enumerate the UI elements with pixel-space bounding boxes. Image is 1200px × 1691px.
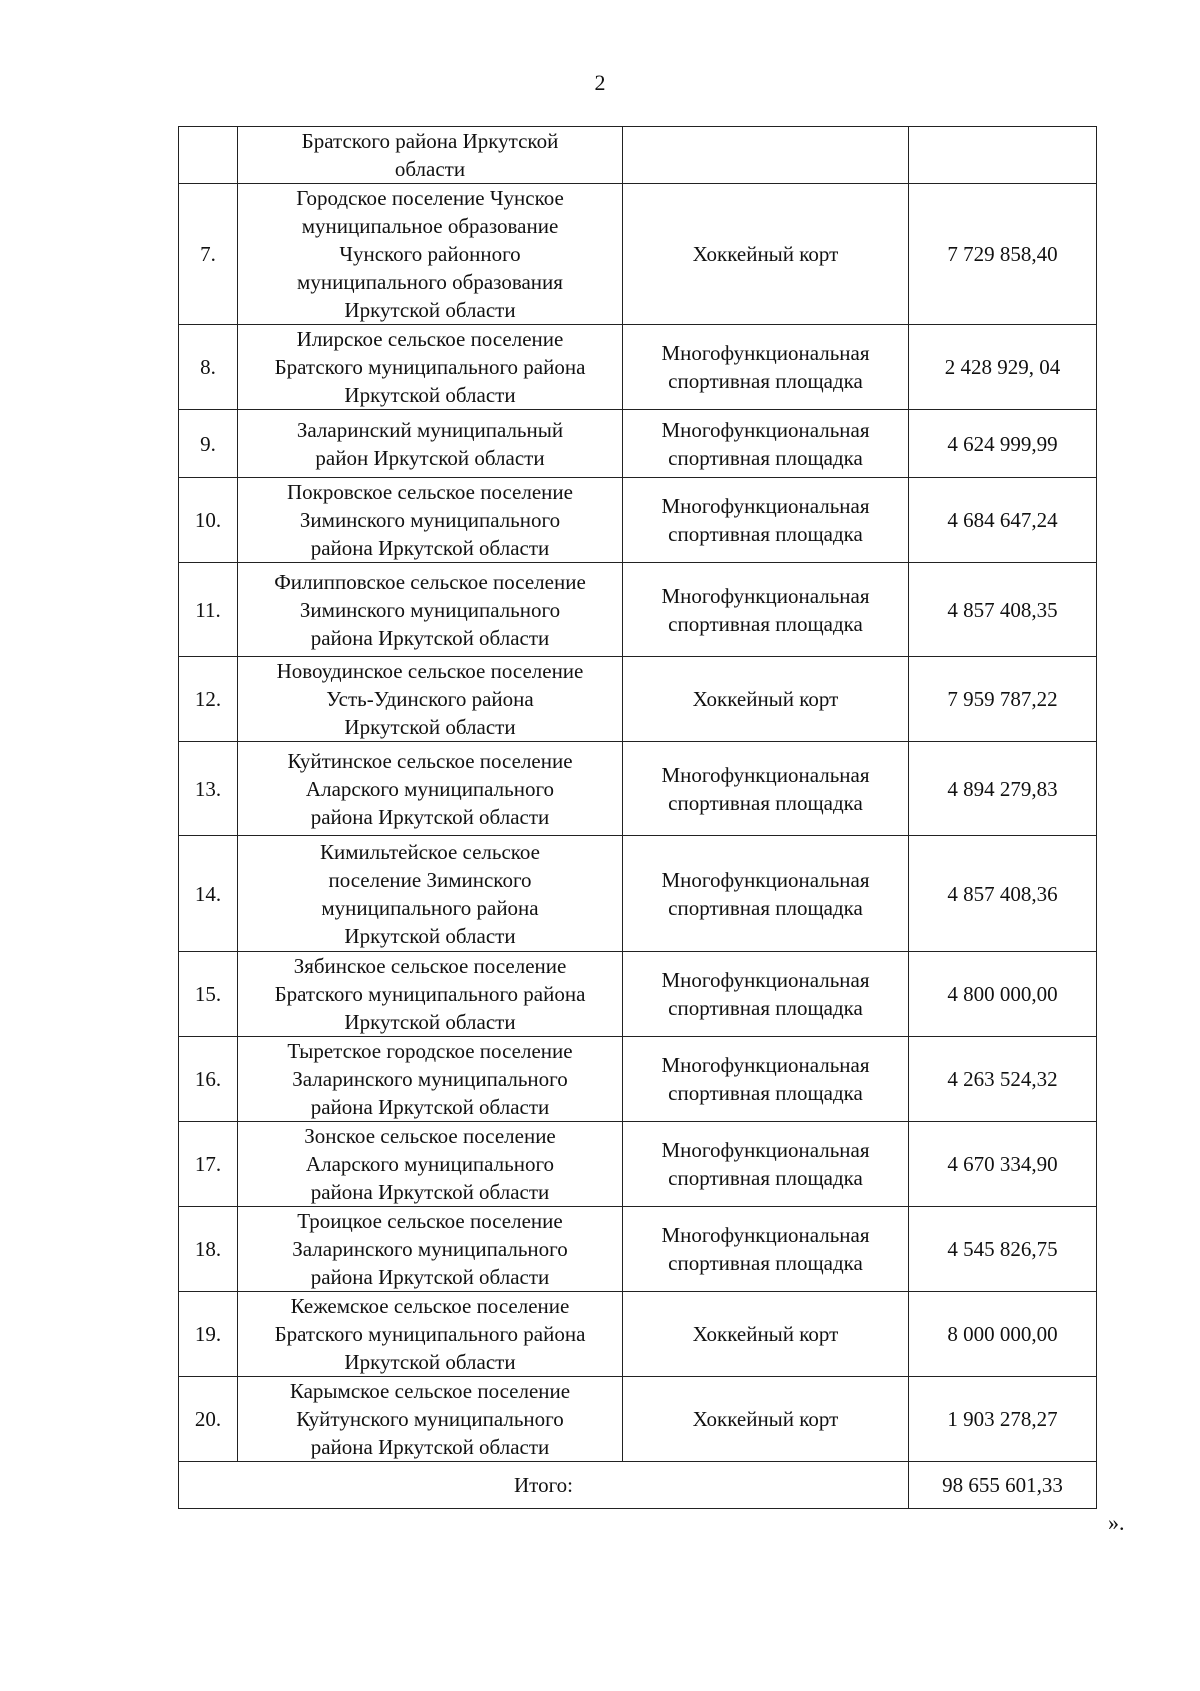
facility-type: [623, 952, 909, 1037]
municipality-name-line: муниципального района: [321, 895, 539, 920]
municipality-name-line: Филипповское сельское поселение: [274, 569, 586, 594]
table-row: [179, 657, 1097, 742]
row-number: 12.: [179, 657, 238, 742]
table-row: [179, 325, 1097, 410]
municipality-name-line: Братского муниципального района: [274, 355, 586, 379]
facility-type: [623, 1207, 909, 1292]
row-number: 9.: [179, 410, 238, 478]
facility-type: [623, 1292, 909, 1377]
row-number: 17.: [179, 1122, 238, 1207]
row-number: 19.: [179, 1292, 238, 1377]
municipality-name-line: района Иркутской области: [310, 625, 550, 650]
municipality-name-line: Куйтунского муниципального: [296, 1407, 564, 1431]
facility-type-line: Многофункциональная: [661, 341, 870, 365]
total-row: [179, 1462, 1097, 1509]
municipality-name: [238, 325, 623, 410]
municipality-name-line: Покровское сельское поселение: [287, 480, 573, 504]
row-number: 20.: [179, 1377, 238, 1462]
facility-type-line: Многофункциональная: [661, 1223, 870, 1247]
row-number: 15.: [179, 952, 238, 1037]
facility-type-line: Многофункциональная: [661, 583, 870, 608]
facility-type: [623, 1037, 909, 1122]
facility-type-line: Хоккейный корт: [692, 242, 839, 266]
municipality-name-line: Братского муниципального района: [274, 1322, 586, 1346]
municipality-name-line: района Иркутской области: [310, 536, 550, 560]
total-amount: 98 655 601,33: [909, 1462, 1097, 1509]
municipality-name-line: Илирское сельское поселение: [296, 327, 564, 351]
municipality-name-line: Аларского муниципального: [305, 1152, 555, 1176]
municipality-name: [238, 478, 623, 563]
facility-type-line: спортивная площадка: [668, 1166, 863, 1190]
municipality-name-line: муниципальное образование: [301, 214, 559, 238]
table-row: [179, 1037, 1097, 1122]
municipality-name-line: Иркутской области: [344, 923, 516, 948]
facility-type-line: спортивная площадка: [668, 996, 863, 1020]
municipality-name: [238, 952, 623, 1037]
facility-type: [623, 657, 909, 742]
row-number: 10.: [179, 478, 238, 563]
municipality-name-line: Тыретское городское поселение: [287, 1039, 573, 1063]
municipality-name-line: Братского муниципального района: [274, 982, 586, 1006]
table-row: [179, 184, 1097, 325]
municipality-name-line: Зонское сельское поселение: [304, 1124, 556, 1148]
municipality-name-line: Карымское сельское поселение: [289, 1379, 571, 1403]
total-label: Итого:: [179, 1462, 909, 1509]
facility-type-line: Многофункциональная: [661, 762, 870, 787]
municipality-name: [238, 657, 623, 742]
facility-type-line: Многофункциональная: [661, 494, 870, 518]
facility-type: [623, 127, 909, 184]
facility-type-line: спортивная площадка: [668, 1081, 863, 1105]
municipality-name-line: Кимильтейское сельское: [319, 839, 541, 864]
facility-type-line: спортивная площадка: [668, 611, 863, 636]
row-number: [179, 127, 238, 184]
municipality-name-line: район Иркутской области: [315, 445, 545, 470]
facility-type: [623, 410, 909, 478]
amount: 4 545 826,75: [909, 1207, 1097, 1292]
municipality-name-line: Аларского муниципального: [305, 776, 555, 801]
closing-quote-mark: ».: [1108, 1510, 1125, 1535]
municipality-name: [238, 410, 623, 478]
table-row: [179, 1207, 1097, 1292]
row-number: 18.: [179, 1207, 238, 1292]
page-number: 2: [594, 70, 606, 95]
row-number: 13.: [179, 742, 238, 836]
table-row: [179, 563, 1097, 657]
facility-type: [623, 325, 909, 410]
amount: 7 959 787,22: [909, 657, 1097, 742]
facility-type-line: спортивная площадка: [668, 895, 863, 920]
amount: 4 857 408,35: [909, 563, 1097, 657]
municipality-name-line: Заларинского муниципального: [292, 1237, 568, 1261]
amount: 4 800 000,00: [909, 952, 1097, 1037]
municipality-name: [238, 1377, 623, 1462]
facility-type: [623, 184, 909, 325]
municipality-name: [238, 1037, 623, 1122]
amount: 1 903 278,27: [909, 1377, 1097, 1462]
amount: 2 428 929, 04: [909, 325, 1097, 410]
municipality-name-line: района Иркутской области: [310, 1180, 550, 1204]
facility-type-line: Хоккейный корт: [692, 1322, 839, 1346]
facility-type: [623, 1122, 909, 1207]
municipality-name-line: Иркутской области: [344, 1350, 516, 1374]
municipality-name: [238, 836, 623, 952]
facility-type-line: Многофункциональная: [661, 968, 870, 992]
row-number: 7.: [179, 184, 238, 325]
municipality-name-line: Заларинского муниципального: [292, 1067, 568, 1091]
allocation-table: [178, 126, 1097, 1509]
facility-type: [623, 1377, 909, 1462]
table-body: [179, 127, 1097, 1462]
municipality-name: [238, 1122, 623, 1207]
facility-type: [623, 478, 909, 563]
municipality-name-line: муниципального образования: [297, 270, 563, 294]
table-row: [179, 127, 1097, 184]
facility-type-line: спортивная площадка: [668, 790, 863, 815]
facility-type-line: Многофункциональная: [661, 1053, 870, 1077]
amount: [909, 127, 1097, 184]
municipality-name: [238, 742, 623, 836]
municipality-name-line: Куйтинское сельское поселение: [287, 748, 573, 773]
table-row: [179, 1377, 1097, 1462]
municipality-name-line: Новоудинское сельское поселение: [276, 659, 584, 683]
municipality-name-line: Троицкое сельское поселение: [297, 1209, 563, 1233]
municipality-name-line: Зиминского муниципального: [299, 597, 561, 622]
table-row: [179, 836, 1097, 952]
municipality-name-line: Зябинское сельское поселение: [293, 954, 567, 978]
municipality-name-line: Городское поселение Чунское: [296, 186, 564, 210]
row-number: 14.: [179, 836, 238, 952]
facility-type-line: спортивная площадка: [668, 445, 863, 470]
table-row: [179, 952, 1097, 1037]
municipality-name: [238, 1207, 623, 1292]
municipality-name: [238, 1292, 623, 1377]
municipality-name-line: Усть-Удинского района: [326, 687, 534, 711]
facility-type-line: спортивная площадка: [668, 522, 863, 546]
amount: 4 857 408,36: [909, 836, 1097, 952]
amount: 4 894 279,83: [909, 742, 1097, 836]
facility-type-line: Многофункциональная: [661, 867, 870, 892]
municipality-name-line: района Иркутской области: [310, 1095, 550, 1119]
municipality-name-line: Иркутской области: [344, 715, 516, 739]
municipality-name-line: Иркутской области: [344, 383, 516, 407]
facility-type-line: спортивная площадка: [668, 369, 863, 393]
table-row: [179, 478, 1097, 563]
municipality-name-line: области: [394, 157, 466, 181]
amount: 8 000 000,00: [909, 1292, 1097, 1377]
municipality-name: [238, 127, 623, 184]
municipality-name-line: Братского района Иркутской: [301, 129, 559, 153]
table-row: [179, 410, 1097, 478]
municipality-name-line: Зиминского муниципального: [299, 508, 561, 532]
municipality-name-line: Заларинский муниципальный: [296, 417, 564, 442]
municipality-name-line: Чунского районного: [339, 242, 521, 266]
row-number: 8.: [179, 325, 238, 410]
row-number: 16.: [179, 1037, 238, 1122]
municipality-name-line: района Иркутской области: [310, 1435, 550, 1459]
facility-type-line: Хоккейный корт: [692, 687, 839, 711]
facility-type: [623, 836, 909, 952]
municipality-name: [238, 563, 623, 657]
facility-type: [623, 563, 909, 657]
facility-type: [623, 742, 909, 836]
municipality-name-line: Кежемское сельское поселение: [290, 1294, 570, 1318]
municipality-name-line: района Иркутской области: [310, 804, 550, 829]
amount: 4 684 647,24: [909, 478, 1097, 563]
facility-type-line: Хоккейный корт: [692, 1407, 839, 1431]
amount: 7 729 858,40: [909, 184, 1097, 325]
municipality-name-line: района Иркутской области: [310, 1265, 550, 1289]
table-row: [179, 1122, 1097, 1207]
amount: 4 263 524,32: [909, 1037, 1097, 1122]
municipality-name: [238, 184, 623, 325]
facility-type-line: спортивная площадка: [668, 1251, 863, 1275]
amount: 4 624 999,99: [909, 410, 1097, 478]
table-row: [179, 742, 1097, 836]
municipality-name-line: Иркутской области: [344, 298, 516, 322]
municipality-name-line: Иркутской области: [344, 1010, 516, 1034]
facility-type-line: Многофункциональная: [661, 1138, 870, 1162]
table-row: [179, 1292, 1097, 1377]
municipality-name-line: поселение Зиминского: [328, 867, 532, 892]
facility-type-line: Многофункциональная: [661, 417, 870, 442]
row-number: 11.: [179, 563, 238, 657]
amount: 4 670 334,90: [909, 1122, 1097, 1207]
